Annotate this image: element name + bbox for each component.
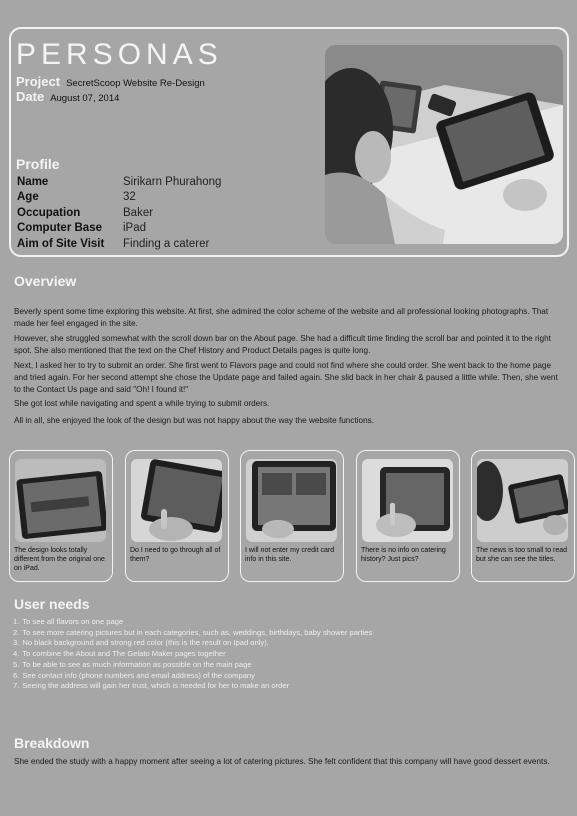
observation-photo xyxy=(131,459,222,542)
observation-card xyxy=(240,450,344,582)
observation-caption: The design looks totally different from the original one on iPad. xyxy=(14,547,105,572)
observation-photo xyxy=(15,459,106,542)
profile-value: iPad xyxy=(123,222,147,235)
overview-paragraph: Beverly spent some time exploring this website. At first, she admired the color scheme of the website and all professional looking photographs. That made her feel engaged in the site. xyxy=(14,307,549,328)
profile-row xyxy=(17,236,221,252)
list-item: 3. No black background and strong red color (this is the result on Ipad only). xyxy=(13,638,269,648)
overview-paragraph: She got lost while navigating and spent a while trying to submit orders. xyxy=(14,399,270,408)
overview-paragraph: All in all, she enjoyed the look of the design but was not happy about the way the website functions. xyxy=(14,416,375,425)
list-item: 1. To see all flavors on one page xyxy=(13,617,124,626)
observation-caption: I will not enter my credit card info in this site. xyxy=(245,547,335,563)
user-needs-list xyxy=(13,617,553,692)
profile-label: Computer Base xyxy=(17,222,102,235)
list-item: 4. To combine the About and The Gelato Maker pages together xyxy=(13,649,226,659)
profile-row xyxy=(17,190,221,206)
profile-label: Aim of Site Visit xyxy=(17,237,105,250)
observation-caption: Do I need to go through all of them? xyxy=(130,547,221,563)
date-label: Date xyxy=(16,89,45,104)
observation-photo xyxy=(362,459,453,542)
project-value: SecretScoop Website Re-Design xyxy=(66,78,205,89)
list-item: 7. Seeing the address will gain her trust, which is needed for her to make an order xyxy=(13,681,290,691)
date-value: August 07, 2014 xyxy=(50,93,120,104)
profile-label: Occupation xyxy=(17,206,81,219)
observation-photo xyxy=(477,459,568,542)
profile-label: Name xyxy=(17,175,49,188)
list-item: 6. See contact info (phone numbers and email address) of the company xyxy=(13,670,255,680)
profile-table xyxy=(17,174,221,252)
profile-row xyxy=(17,205,221,221)
overview-paragraph: However, she struggled somewhat with the scroll down bar on the About page. She had a difficult time finding the scroll bar and pointed it to the right spot. She also mentioned that the text on the Chef History and Product Details pages is quite long. xyxy=(14,334,551,355)
observation-caption: There is no info on catering history? Just pics? xyxy=(361,547,446,563)
profile-label: Age xyxy=(17,191,39,204)
project-line xyxy=(16,74,205,89)
breakdown-heading: Breakdown xyxy=(14,735,90,751)
overview-heading: Overview xyxy=(14,273,77,289)
breakdown-text: She ended the study with a happy moment after seeing a lot of catering pictures. She felt confident that this company will have good dessert events. xyxy=(14,757,550,766)
page-title: PERSONAS xyxy=(16,38,223,71)
list-item: 5. To be able to see as much information as possible on the main page xyxy=(13,659,252,669)
date-line xyxy=(16,89,119,104)
profile-value: Finding a caterer xyxy=(123,237,210,250)
profile-row xyxy=(17,221,221,237)
observation-card xyxy=(125,450,229,582)
profile-heading: Profile xyxy=(16,156,60,172)
observation-card xyxy=(9,450,113,582)
persona-photo xyxy=(325,45,563,244)
observation-caption: The news is too small to read but she can see the titles. xyxy=(476,547,568,563)
user-needs-heading: User needs xyxy=(14,596,90,612)
observation-card xyxy=(471,450,575,582)
observation-photo xyxy=(246,459,337,542)
profile-value: Baker xyxy=(123,206,154,219)
overview-paragraph: Next, I asked her to try to submit an order. She first went to Flavors page and could not find where she could order. She went back to the home page and tried again. For her second attempt she chose the Update page and failed again. She slid back in her chair & paused a little while. Then, she went to the Contact Us page and said "Oh! I found it!" xyxy=(14,361,558,394)
profile-value: 32 xyxy=(123,191,136,204)
project-label: Project xyxy=(16,74,61,89)
profile-row xyxy=(17,174,221,190)
list-item: 2. To see more catering pictures but in each categories, such as, weddings, birthdays, baby shower parties xyxy=(13,627,373,637)
profile-value: Sirikarn Phurahong xyxy=(123,175,222,188)
observation-card xyxy=(356,450,460,582)
